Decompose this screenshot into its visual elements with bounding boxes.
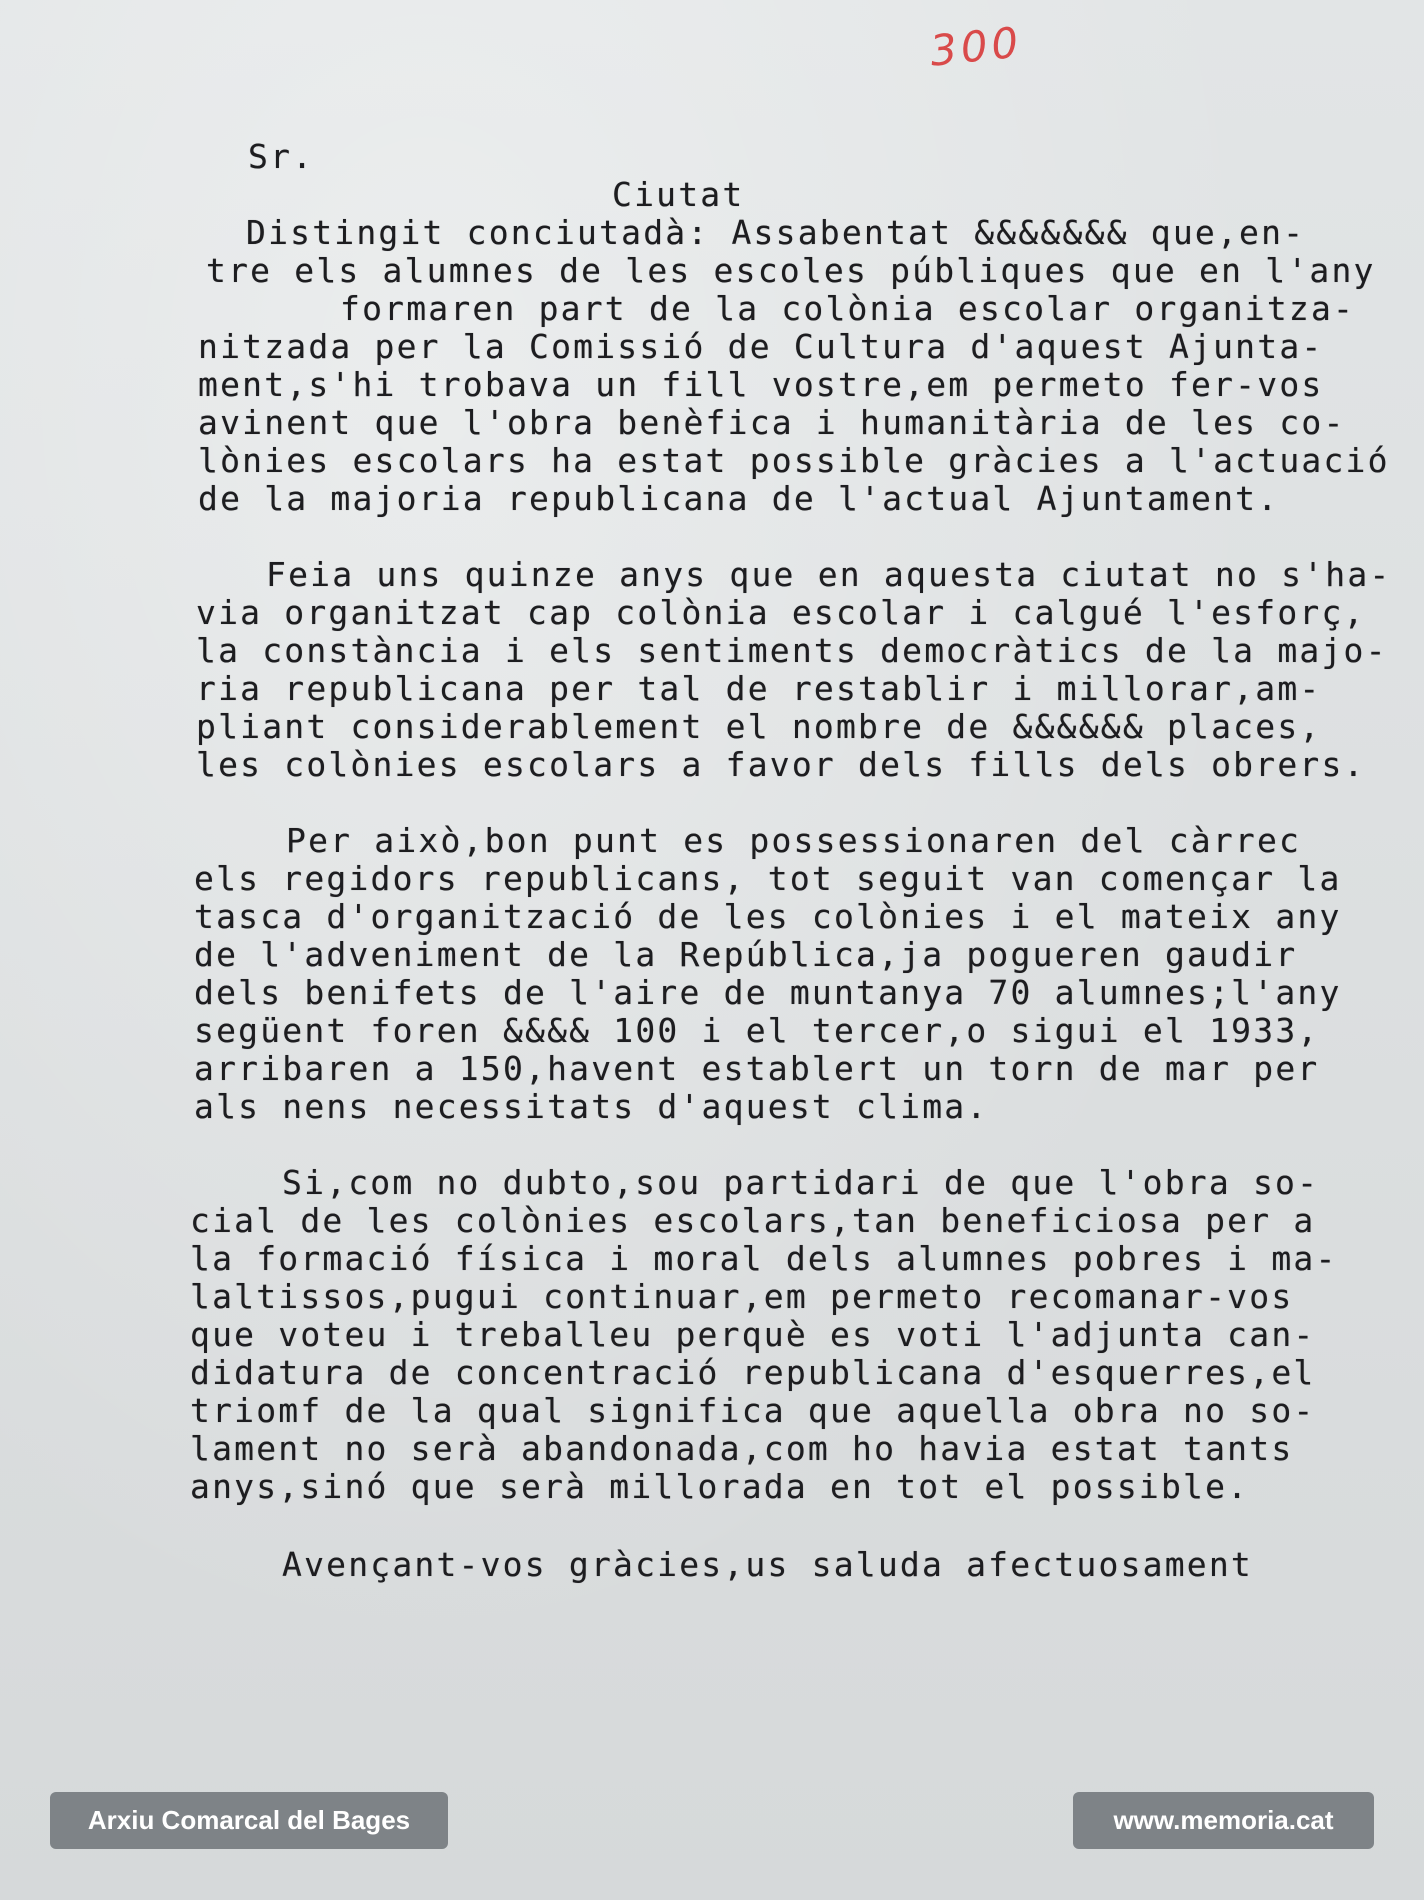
letter-line: tasca d'organització de les colònies i el mateix any xyxy=(194,897,1342,936)
letter-line: anys,sinó que serà millorada en tot el possible. xyxy=(190,1467,1250,1506)
letter-line: didatura de concentració republicana d'esquerres,el xyxy=(190,1353,1316,1392)
letter-line: Per això,bon punt es possessionaren del càrrec xyxy=(286,821,1302,860)
letter-line: Si,com no dubto,sou partidari de que l'obra so- xyxy=(282,1163,1320,1202)
archive-watermark: Arxiu Comarcal del Bages xyxy=(50,1792,448,1849)
letter-line: la constància i els sentiments democràtics de la majo- xyxy=(196,631,1388,670)
letter-line: Feia uns quinze anys que en aquesta ciutat no s'ha- xyxy=(266,555,1392,594)
letter-line: els regidors republicans, tot seguit van començar la xyxy=(194,859,1342,898)
letter-line: la formació física i moral dels alumnes pobres i ma- xyxy=(190,1239,1338,1278)
letter-line: ment,s'hi trobava un fill vostre,em permeto fer-vos xyxy=(198,365,1324,404)
letter-line: dels benifets de l'aire de muntanya 70 alumnes;l'any xyxy=(194,973,1342,1012)
letter-line: triomf de la qual significa que aquella obra no so- xyxy=(190,1391,1316,1430)
letter-line: nitzada per la Comissió de Cultura d'aquest Ajunta- xyxy=(198,327,1324,366)
archive-page-number: 300 xyxy=(927,17,1025,76)
letter-line: avinent que l'obra benèfica i humanitària de les co- xyxy=(198,403,1346,442)
letter-line: laltissos,pugui continuar,em permeto recomanar-vos xyxy=(190,1277,1294,1316)
letter-line: pliant considerablement el nombre de &&&&&& places, xyxy=(196,707,1322,746)
letter-line: als nens necessitats d'aquest clima. xyxy=(194,1087,989,1126)
letter-line: Distingit conciutadà: Assabentat &&&&&&& que,en- xyxy=(246,213,1306,252)
city-line: Ciutat xyxy=(612,175,745,214)
closing-line: Avençant-vos gràcies,us saluda afectuosament xyxy=(282,1545,1253,1584)
salutation: Sr. xyxy=(248,137,315,176)
letter-line: via organitzat cap colònia escolar i calgué l'esforç, xyxy=(196,593,1366,632)
letter-line: lament no serà abandonada,com ho havia estat tants xyxy=(190,1429,1294,1468)
letter-line: arribaren a 150,havent establert un torn de mar per xyxy=(194,1049,1320,1088)
letter-line: lònies escolars ha estat possible gràcies a l'actuació xyxy=(198,441,1390,480)
letter-line: ria republicana per tal de restablir i millorar,am- xyxy=(196,669,1322,708)
letter-line: de la majoria republicana de l'actual Ajuntament. xyxy=(198,479,1280,518)
letter-line: formaren part de la colònia escolar organitza- xyxy=(340,289,1356,328)
letter-line: de l'adveniment de la República,ja pogueren gaudir xyxy=(194,935,1298,974)
letter-line: següent foren &&&& 100 i el tercer,o sigui el 1933, xyxy=(194,1011,1320,1050)
letter-line: tre els alumnes de les escoles públiques que en l'any xyxy=(206,251,1376,290)
letter-line: que voteu i treballeu perquè es voti l'adjunta can- xyxy=(190,1315,1316,1354)
website-watermark: www.memoria.cat xyxy=(1073,1792,1374,1849)
letter-line: cial de les colònies escolars,tan beneficiosa per a xyxy=(190,1201,1316,1240)
letter-line: les colònies escolars a favor dels fills dels obrers. xyxy=(196,745,1366,784)
